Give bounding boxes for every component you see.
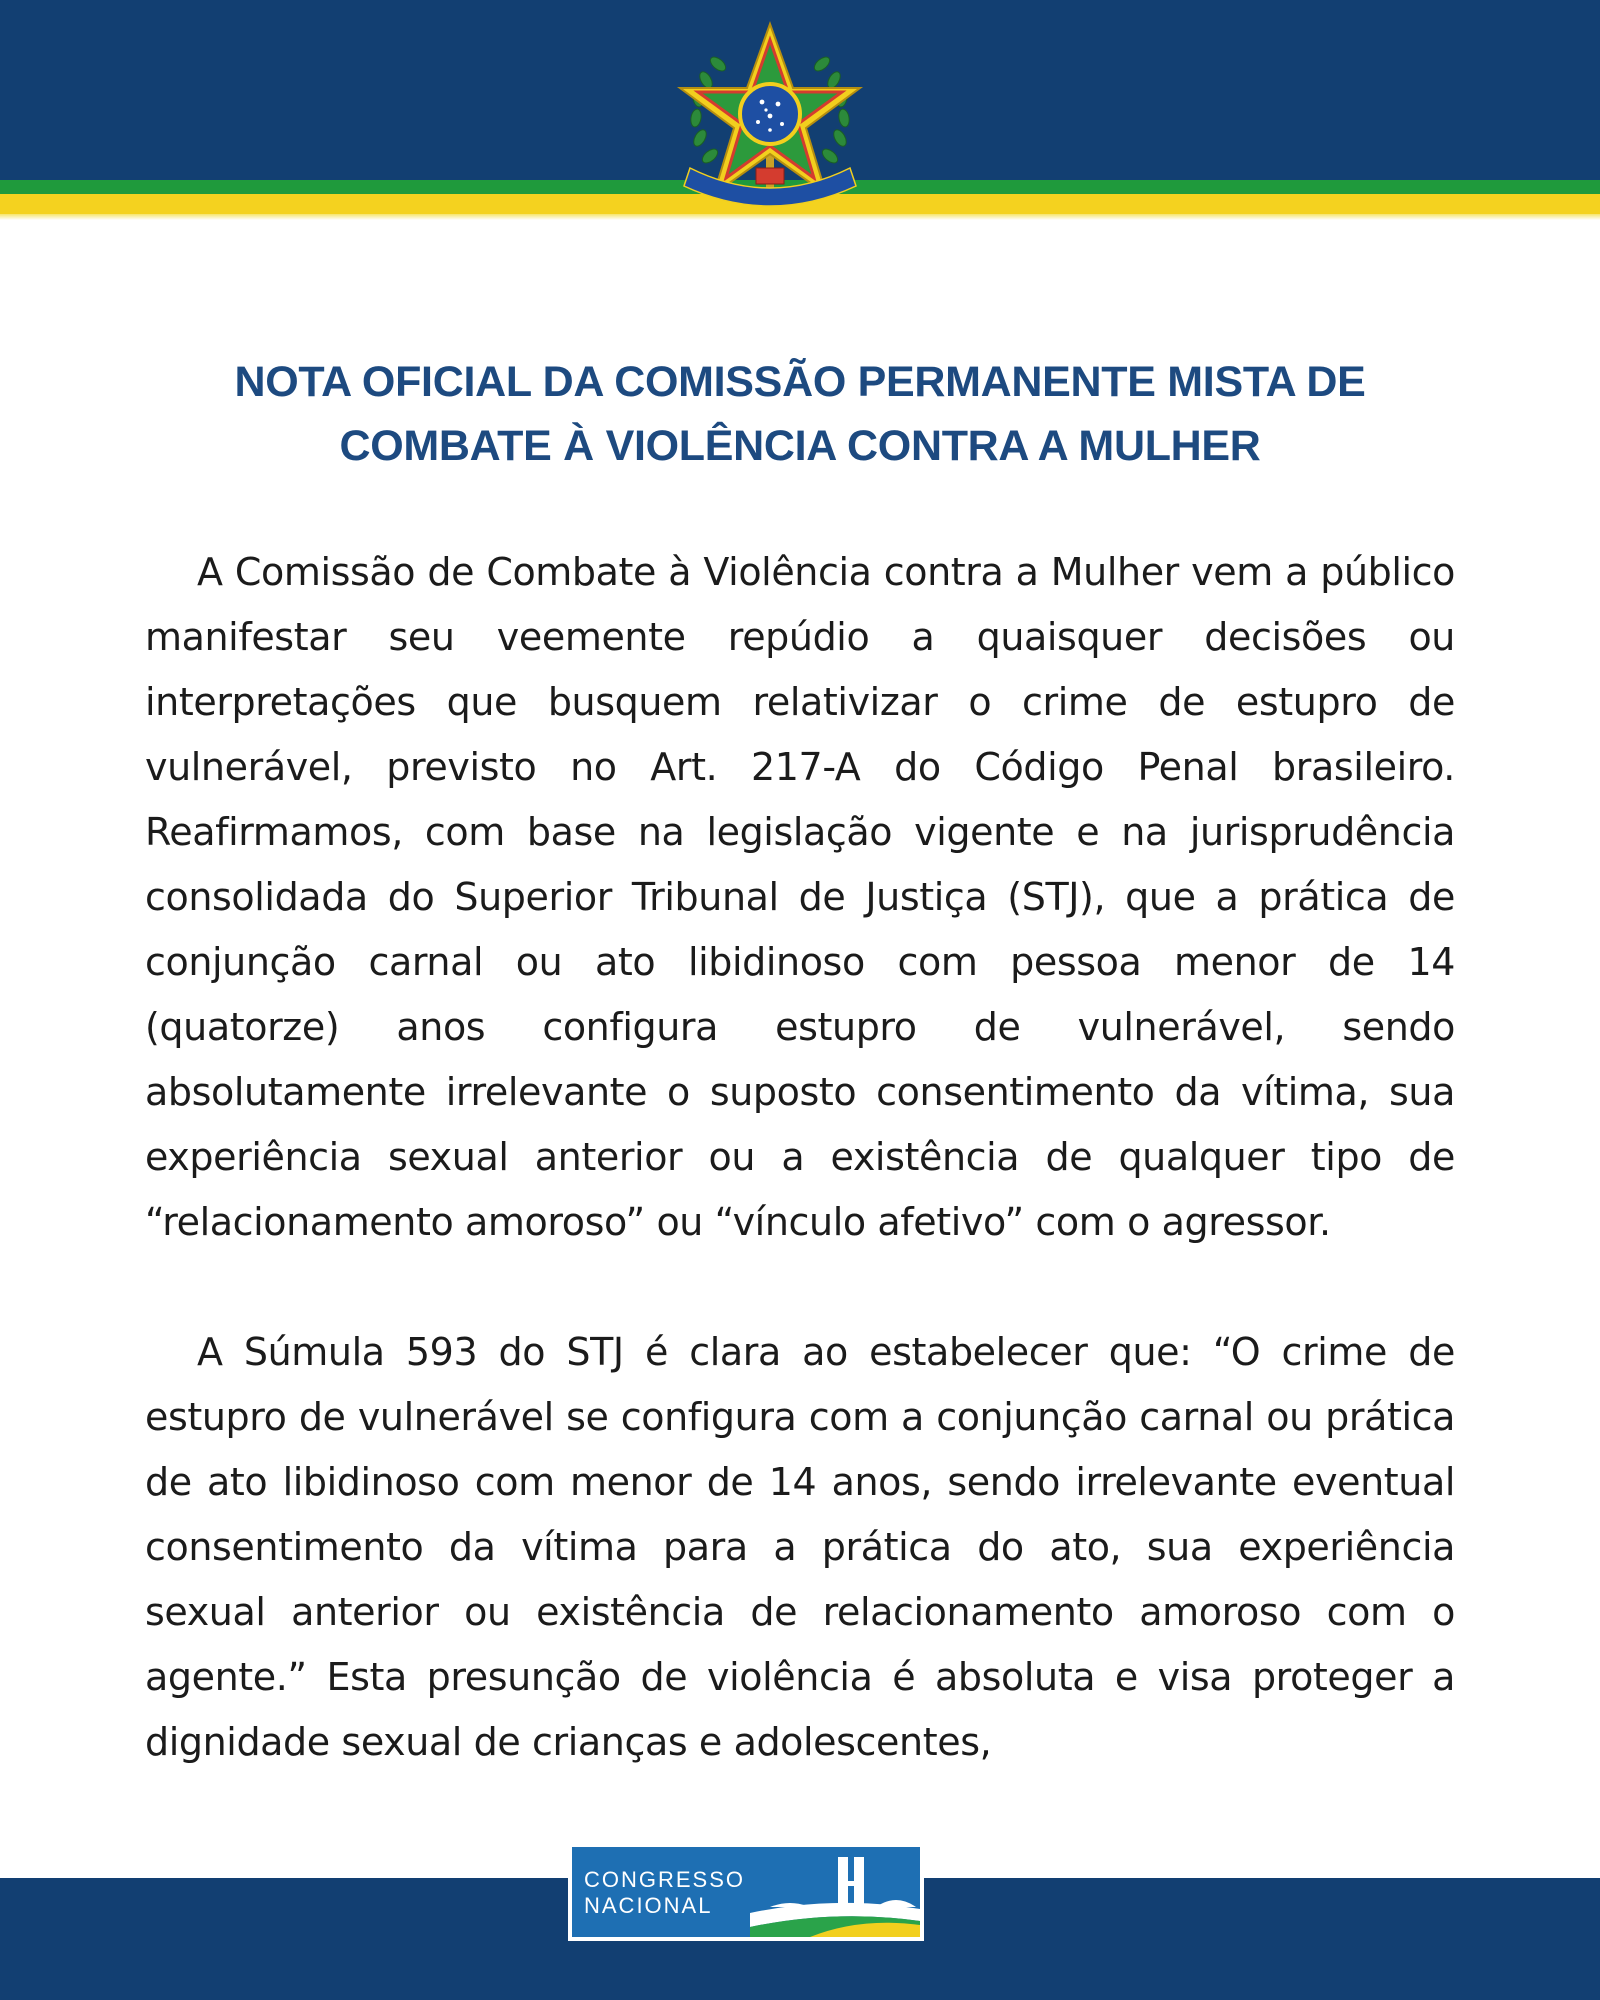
congress-building-icon bbox=[750, 1847, 920, 1937]
body-paragraph-1: A Comissão de Combate à Violência contra a Mulher vem a público manifestar seu veemente repúdio a quaisquer decisões ou interpretações que busquem relativizar o crime de estupro de vulnerável, previsto no Art. 217-A do Código Penal brasileiro. Reafirmamos, com base na legislação vigente e na jurisprudência consolidada do Superior Tribunal de Justiça (STJ), que a prática de conjunção carnal ou ato libidinoso com pessoa menor de 14 (quatorze) anos configura estupro de vulnerável, sendo absolutamente irrelevante o suposto consentimento da vítima, sua experiência sexual anterior ou a existência de qualquer tipo de “relacionamento amoroso” ou “vínculo afetivo” com o agressor. bbox=[145, 550, 1455, 1244]
congresso-nacional-logo bbox=[568, 1843, 924, 1941]
coat-of-arms-icon bbox=[670, 18, 870, 218]
page-title: NOTA OFICIAL DA COMISSÃO PERMANENTE MISTA DE COMBATE À VIOLÊNCIA CONTRA A MULHER bbox=[234, 358, 1366, 470]
logo-text bbox=[584, 1867, 745, 1919]
body-paragraph-2: A Súmula 593 do STJ é clara ao estabelecer que: “O crime de estupro de vulnerável se configura com a conjunção carnal ou prática de ato libidinoso com menor de 14 anos, sendo irrelevante eventual consentimento da vítima para a prática do ato, sua experiência sexual anterior ou existência de relacionamento amoroso com o agente.” Esta presunção de violência é absoluta e visa proteger a dignidade sexual de crianças e adolescentes, bbox=[145, 1330, 1455, 1764]
logo-line-2: NACIONAL bbox=[584, 1893, 713, 1918]
logo-line-1: CONGRESSO bbox=[584, 1867, 746, 1892]
